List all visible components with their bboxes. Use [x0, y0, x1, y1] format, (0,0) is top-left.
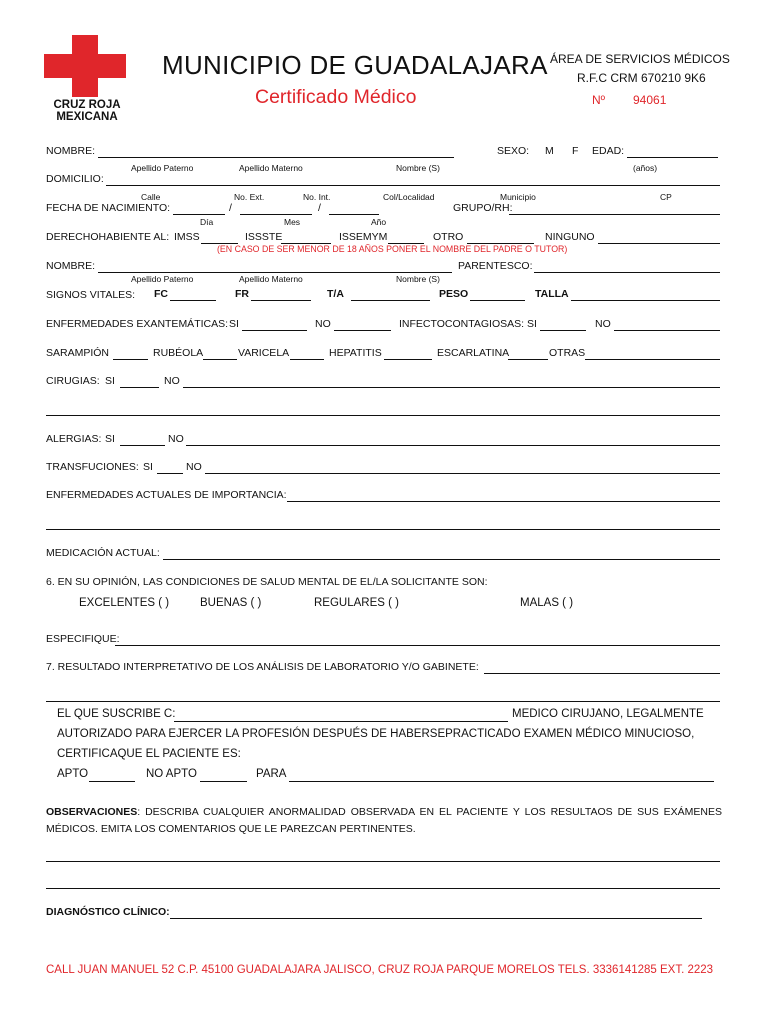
- nombre-label: NOMBRE:: [46, 145, 96, 157]
- cirugias-si-label: SI: [105, 375, 115, 387]
- otras-field[interactable]: [585, 359, 720, 360]
- hint-tutor-nombre: Nombre (S): [396, 274, 440, 284]
- ninguno-field[interactable]: [598, 243, 720, 244]
- menor-note: (EN CASO DE SER MENOR DE 18 AÑOS PONER EL NOMBRE DEL PADRE O TUTOR): [217, 244, 568, 254]
- transfusiones-no-label: NO: [186, 461, 202, 473]
- page-title: MUNICIPIO DE GUADALAJARA: [162, 50, 548, 80]
- transfusiones-si-field[interactable]: [157, 473, 183, 474]
- especifique-label: ESPECIFIQUE:: [46, 633, 120, 645]
- varicela-field[interactable]: [290, 359, 324, 360]
- observaciones-label: OBSERVACIONES: [46, 806, 138, 818]
- medicacion-field[interactable]: [163, 559, 720, 560]
- hint-apellido-materno: Apellido Materno: [239, 163, 303, 173]
- footer-address: CALL JUAN MANUEL 52 C.P. 45100 GUADALAJARA JALISCO, CRUZ ROJA PARQUE MORELOS TELS. 3336141285 EXT. 2223: [46, 964, 714, 976]
- especifique-field[interactable]: [115, 645, 720, 646]
- malas-option[interactable]: MALAS ( ): [520, 597, 574, 609]
- observaciones-paragraph: [46, 804, 722, 838]
- cirugias-extra-line[interactable]: [46, 415, 720, 416]
- ta-field[interactable]: [351, 300, 430, 301]
- talla-label: TALLA: [535, 288, 569, 300]
- hint-tutor-apellido-paterno: Apellido Paterno: [131, 274, 194, 284]
- domicilio-label: DOMICILIO:: [46, 173, 104, 185]
- certifica-text: CERTIFICAQUE EL PACIENTE ES:: [57, 748, 241, 760]
- hint-anio: Año: [371, 217, 387, 227]
- regulares-option[interactable]: REGULARES ( ): [314, 597, 399, 609]
- issemym-option[interactable]: ISSEMYM: [339, 231, 388, 243]
- parentesco-field[interactable]: [534, 272, 720, 273]
- hint-mes: Mes: [284, 217, 301, 227]
- peso-label: PESO: [439, 288, 469, 300]
- edad-label: EDAD:: [592, 145, 625, 157]
- hint-cp: CP: [660, 192, 672, 202]
- escarlatina-field[interactable]: [508, 359, 548, 360]
- domicilio-field[interactable]: [106, 185, 720, 186]
- enfermedades-actuales-field[interactable]: [287, 501, 720, 502]
- fc-label: FC: [154, 288, 168, 300]
- enfermedades-actuales-extra-line[interactable]: [46, 529, 720, 530]
- grupo-rh-label: GRUPO/RH:: [453, 202, 513, 214]
- para-label: PARA: [256, 768, 287, 780]
- exantematicas-si-field[interactable]: [242, 330, 307, 331]
- exantematicas-si-label: SI: [229, 318, 239, 330]
- varicela-label: VARICELA: [238, 347, 290, 359]
- salud-mental-question: 6. EN SU OPINIÓN, LAS CONDICIONES DE SALUD MENTAL DE EL/LA SOLICITANTE SON:: [46, 576, 488, 588]
- suscribe-label: EL QUE SUSCRIBE C:: [57, 708, 176, 720]
- nombre-field[interactable]: [98, 157, 454, 158]
- hint-edad: (años): [633, 163, 658, 173]
- otro-option[interactable]: OTRO: [433, 231, 464, 243]
- ninguno-option[interactable]: NINGUNO: [545, 231, 595, 243]
- fecha-anio-field[interactable]: [329, 214, 379, 215]
- hint-dia: Día: [200, 217, 214, 227]
- medicacion-label: MEDICACIÓN ACTUAL:: [46, 547, 160, 559]
- no-apto-label: NO APTO: [146, 768, 197, 780]
- laboratorio-extra-line[interactable]: [46, 701, 720, 702]
- transfusiones-no-field[interactable]: [205, 473, 720, 474]
- hint-colonia: Col/Localidad: [383, 192, 435, 202]
- fecha-separator-2: /: [318, 202, 321, 214]
- derechohabiente-label: DERECHOHABIENTE AL:: [46, 231, 170, 243]
- rubeola-field[interactable]: [203, 359, 237, 360]
- tutor-nombre-field[interactable]: [98, 272, 452, 273]
- apto-field[interactable]: [89, 781, 135, 782]
- cirugias-si-field[interactable]: [120, 387, 159, 388]
- fecha-dia-field[interactable]: [173, 214, 225, 215]
- parentesco-label: PARENTESCO:: [458, 260, 533, 272]
- alergias-si-label: SI: [105, 433, 115, 445]
- rfc-label: R.F.C CRM 670210 9K6: [577, 71, 706, 85]
- diagnostico-field[interactable]: [170, 918, 702, 919]
- cirugias-no-label: NO: [164, 375, 180, 387]
- sarampion-label: SARAMPIÓN: [46, 347, 110, 359]
- no-apto-field[interactable]: [200, 781, 247, 782]
- hint-municipio: Municipio: [500, 192, 536, 202]
- diagnostico-label: DIAGNÓSTICO CLÍNICO:: [46, 906, 170, 918]
- infectocontagiosas-label: INFECTOCONTAGIOSAS:: [399, 318, 525, 330]
- red-cross-logo-icon: [44, 35, 126, 97]
- alergias-label: ALERGIAS:: [46, 433, 102, 445]
- hint-no-int: No. Int.: [303, 192, 331, 202]
- fecha-nacimiento-label: FECHA DE NACIMIENTO:: [46, 202, 171, 214]
- page-subtitle: Certificado Médico: [255, 86, 417, 108]
- para-field[interactable]: [289, 781, 714, 782]
- hint-tutor-apellido-materno: Apellido Materno: [239, 274, 303, 284]
- suscribe-field[interactable]: [174, 721, 508, 722]
- issste-option[interactable]: ISSSTE: [245, 231, 283, 243]
- hint-calle: Calle: [141, 192, 161, 202]
- folio-number: 94061: [633, 93, 667, 107]
- alergias-no-field[interactable]: [186, 445, 720, 446]
- observaciones-text: : DESCRIBA CUALQUIER ANORMALIDAD OBSERVADA EN EL PACIENTE Y LOS RESULTAOS DE SUS EXÁMENES MÉDICOS. EMITA LOS COMENTARIOS QUE LE PAREZCAN PERTINENTES.: [46, 806, 722, 835]
- grupo-rh-field[interactable]: [509, 214, 720, 215]
- hint-nombre: Nombre (S): [396, 163, 440, 173]
- observaciones-line-1[interactable]: [46, 861, 720, 862]
- fc-field[interactable]: [170, 300, 216, 301]
- hepatitis-field[interactable]: [384, 359, 432, 360]
- edad-field[interactable]: [627, 157, 718, 158]
- area-label: ÁREA DE SERVICIOS MÉDICOS: [550, 52, 730, 66]
- excelentes-option[interactable]: EXCELENTES ( ): [79, 597, 170, 609]
- infecto-si-field[interactable]: [540, 330, 586, 331]
- observaciones-line-2[interactable]: [46, 888, 720, 889]
- autorizado-text: AUTORIZADO PARA EJERCER LA PROFESIÓN DESPUÉS DE HABERSEPRACTICADO EXAMEN MÉDICO MINUCIOSO,: [57, 728, 695, 740]
- signos-vitales-label: SIGNOS VITALES:: [46, 289, 136, 301]
- transfusiones-si-label: SI: [143, 461, 153, 473]
- logo-line-1: CRUZ ROJA: [53, 99, 121, 111]
- laboratorio-question: 7. RESULTADO INTERPRETATIVO DE LOS ANÁLISIS DE LABORATORIO Y/O GABINETE:: [46, 661, 479, 673]
- sexo-m-option[interactable]: M: [545, 145, 554, 157]
- exantematicas-no-field[interactable]: [334, 330, 391, 331]
- exantematicas-label: ENFERMEDADES EXANTEMÁTICAS:: [46, 318, 229, 330]
- peso-field[interactable]: [470, 300, 525, 301]
- logo-line-2: MEXICANA: [56, 111, 118, 123]
- imss-option[interactable]: IMSS: [174, 231, 200, 243]
- fecha-separator-1: /: [229, 202, 232, 214]
- escarlatina-label: ESCARLATINA: [437, 347, 510, 359]
- fecha-mes-field[interactable]: [240, 214, 312, 215]
- alergias-no-label: NO: [168, 433, 184, 445]
- medico-cirujano-text: MEDICO CIRUJANO, LEGALMENTE: [512, 708, 704, 720]
- talla-field[interactable]: [571, 300, 720, 301]
- hepatitis-label: HEPATITIS: [329, 347, 382, 359]
- hint-no-ext: No. Ext.: [234, 192, 265, 202]
- folio-label: Nº: [592, 93, 606, 107]
- logo-text: [44, 99, 130, 123]
- infecto-no-field[interactable]: [614, 330, 720, 331]
- cirugias-no-field[interactable]: [183, 387, 720, 388]
- buenas-option[interactable]: BUENAS ( ): [200, 597, 262, 609]
- hint-apellido-paterno: Apellido Paterno: [131, 163, 194, 173]
- fr-field[interactable]: [251, 300, 311, 301]
- cirugias-label: CIRUGIAS:: [46, 375, 100, 387]
- sarampion-field[interactable]: [113, 359, 148, 360]
- exantematicas-no-label: NO: [315, 318, 331, 330]
- otras-label: OTRAS: [549, 347, 586, 359]
- enfermedades-actuales-label: ENFERMEDADES ACTUALES DE IMPORTANCIA:: [46, 489, 287, 501]
- apto-label: APTO: [57, 768, 89, 780]
- laboratorio-field[interactable]: [484, 673, 720, 674]
- infecto-si-label: SI: [527, 318, 537, 330]
- infecto-no-label: NO: [595, 318, 611, 330]
- tutor-nombre-label: NOMBRE:: [46, 260, 96, 272]
- alergias-si-field[interactable]: [120, 445, 165, 446]
- sexo-label: SEXO:: [497, 145, 530, 157]
- fr-label: FR: [235, 288, 249, 300]
- transfusiones-label: TRANSFUCIONES:: [46, 461, 139, 473]
- rubeola-label: RUBÉOLA: [153, 347, 204, 359]
- ta-label: T/A: [327, 288, 344, 300]
- sexo-f-option[interactable]: F: [572, 145, 579, 157]
